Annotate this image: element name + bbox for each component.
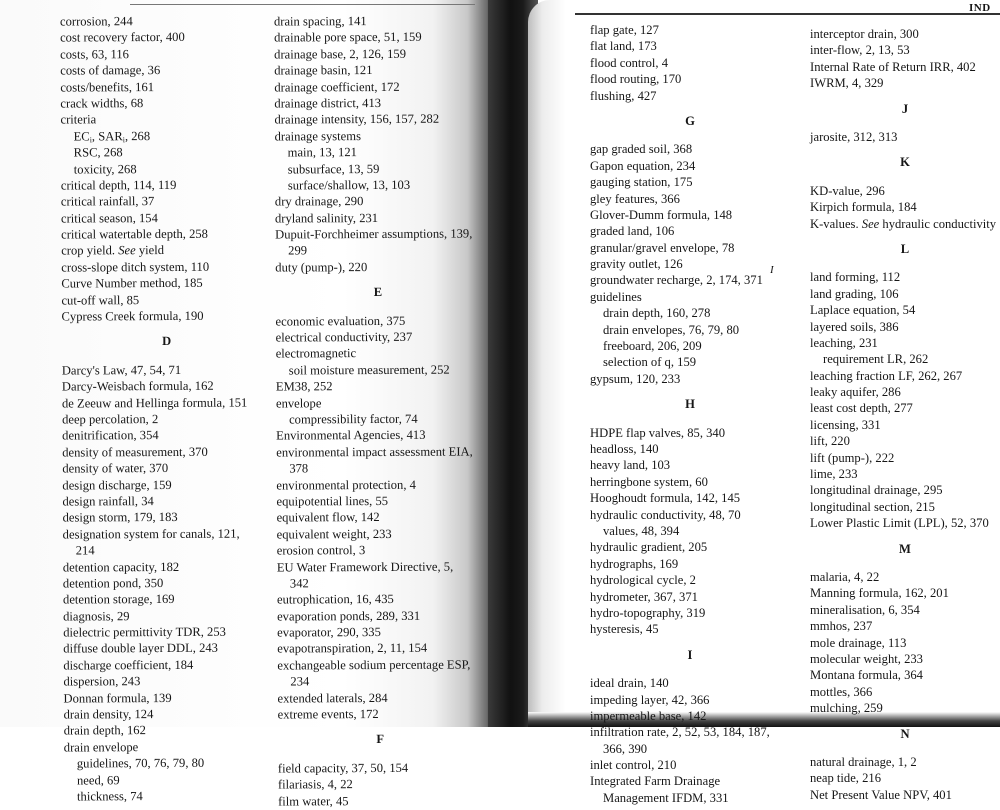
index-entry: natural drainage, 1, 2 [810, 754, 917, 769]
index-entry: impermeable base, 142 [590, 708, 707, 723]
section-letter: N [900, 726, 910, 741]
index-entry: flat land, 173 [590, 39, 657, 54]
index-entry: longitudinal drainage, 295 [810, 483, 943, 498]
index-entry: heavy land, 103 [590, 458, 671, 473]
index-entry: critical season, 154 [60, 210, 158, 226]
index-entry: mottles, 366 [810, 684, 873, 699]
index-entry: EU Water Framework Directive, 5, [276, 559, 454, 575]
index-entry: drain envelope [63, 739, 139, 755]
index-entry: extended laterals, 284 [277, 690, 388, 706]
index-subentry: requirement LR, 262 [823, 352, 929, 367]
index-entry: Environmental Agencies, 413 [276, 428, 426, 443]
index-entry: evapotranspiration, 2, 11, 154 [277, 641, 428, 657]
index-entry: infiltration rate, 2, 52, 53, 184, 187, [590, 725, 770, 740]
index-entry: least cost depth, 277 [810, 401, 913, 416]
section-letter: E [373, 285, 383, 300]
index-entry: gley features, 366 [590, 191, 680, 206]
index-entry: Kirpich formula, 184 [810, 200, 917, 215]
index-entry: licensing, 331 [810, 417, 881, 432]
index-entry: evaporation ponds, 289, 331 [277, 608, 421, 624]
index-entry: molecular weight, 233 [810, 651, 923, 666]
index-entry: Glover-Dumm formula, 148 [590, 207, 733, 222]
index-entry: evaporator, 290, 335 [277, 625, 381, 640]
index-entry: neap tide, 216 [810, 771, 881, 786]
entry-text-segment: i [89, 135, 92, 145]
index-entry: critical rainfall, 37 [60, 194, 155, 209]
index-entry: gap graded soil, 368 [590, 142, 693, 157]
index-entry: flushing, 427 [590, 88, 657, 103]
entry-text-segment: EC [73, 129, 90, 144]
index-entry: drainage base, 2, 126, 159 [274, 46, 407, 62]
index-entry: cross-slope ditch system, 110 [61, 259, 210, 275]
index-entry: Montana formula, 364 [810, 668, 923, 683]
index-entry: mineralisation, 6, 354 [810, 602, 920, 617]
index-entry-continuation: Management IFDM, 331 [603, 790, 729, 805]
index-entry: lime, 233 [810, 467, 858, 482]
index-entry: Darcy-Weisbach formula, 162 [61, 378, 214, 394]
index-entry [61, 242, 271, 259]
index-entry: costs of damage, 36 [60, 63, 161, 78]
index-entry: malaria, 4, 22 [810, 570, 880, 584]
index-entry: drainable pore space, 51, 159 [274, 30, 422, 45]
index-entry: erosion control, 3 [276, 543, 366, 558]
entry-text-segment: , 268 [124, 128, 151, 143]
index-entry: Internal Rate of Return IRR, 402 [810, 59, 976, 74]
entry-text-segment: i [122, 134, 125, 144]
index-column-4 [810, 26, 1000, 803]
index-entry: drainage intensity, 156, 157, 282 [274, 112, 440, 127]
index-entry: cost recovery factor, 400 [60, 30, 185, 45]
index-entry: jarosite, 312, 313 [810, 129, 898, 144]
index-entry: gauging station, 175 [590, 175, 693, 190]
index-entry: filariasis, 4, 22 [277, 777, 353, 792]
index-entry: drainage basin, 121 [274, 63, 373, 78]
index-entry: drain spacing, 141 [273, 14, 367, 29]
index-entry: inter-flow, 2, 13, 53 [810, 43, 910, 58]
index-subentry: thickness, 74 [76, 789, 143, 804]
index-entry: detention capacity, 182 [62, 559, 180, 575]
index-entry: land forming, 112 [810, 270, 901, 285]
index-entry: flood control, 4 [590, 55, 668, 70]
index-entry: inlet control, 210 [590, 758, 677, 773]
index-entry: denitrification, 354 [62, 428, 159, 443]
index-entry: Manning formula, 162, 201 [810, 586, 949, 601]
index-entry: hysteresis, 45 [590, 622, 659, 637]
section-letter: K [900, 155, 910, 170]
index-entry: HDPE flap valves, 85, 340 [590, 425, 726, 440]
running-head: IND [969, 2, 991, 14]
index-entry: costs, 63, 116 [60, 46, 129, 62]
index-entry: density of measurement, 370 [62, 444, 208, 460]
index-entry: lift, 220 [810, 434, 850, 449]
index-entry: detention pond, 350 [62, 575, 164, 591]
index-entry: eutrophication, 16, 435 [276, 592, 394, 607]
index-subentry: subsurface, 13, 59 [287, 161, 380, 176]
index-entry: detention storage, 169 [62, 592, 175, 607]
index-entry: designation system for canals, 121, [62, 526, 240, 542]
index-entry: drain density, 124 [63, 707, 154, 722]
index-entry: crack widths, 68 [60, 96, 144, 111]
index-entry: ideal drain, 140 [590, 676, 669, 691]
section-letter: I [687, 647, 693, 662]
index-entry: hydrological cycle, 2 [590, 573, 696, 588]
index-entry: interceptor drain, 300 [810, 27, 919, 41]
entry-text-segment: See [118, 243, 136, 258]
index-entry: Curve Number method, 185 [61, 276, 203, 291]
index-entry: environmental impact assessment EIA, [276, 444, 473, 460]
index-entry: Lower Plastic Limit (LPL), 52, 370 [810, 516, 989, 531]
index-entry: costs/benefits, 161 [60, 79, 155, 95]
index-entry: KD-value, 296 [810, 183, 885, 198]
index-entry: design discharge, 159 [62, 477, 172, 493]
index-subentry: freeboard, 206, 209 [603, 339, 702, 354]
index-entry: design rainfall, 34 [62, 494, 154, 509]
index-subentry: values, 48, 394 [603, 523, 680, 538]
index-entry: guidelines [590, 289, 642, 304]
index-entry-continuation: 342 [289, 576, 309, 591]
index-entry-continuation: 234 [290, 674, 310, 689]
index-column-2 [274, 12, 483, 809]
index-entry: mulching, 259 [810, 701, 883, 716]
index-entry: graded land, 106 [590, 224, 675, 239]
index-entry: corrosion, 244 [59, 14, 133, 29]
index-entry: hydrometer, 367, 371 [590, 589, 698, 604]
index-subentry [61, 127, 271, 144]
index-entry: diffuse double layer DDL, 243 [63, 641, 219, 657]
index-entry: drainage district, 413 [274, 95, 382, 111]
index-entry: drainage coefficient, 172 [274, 79, 400, 95]
index-entry: envelope [275, 395, 322, 411]
index-entry: cut-off wall, 85 [61, 292, 140, 308]
index-subentry: RSC, 268 [73, 145, 123, 160]
index-entry: Donnan formula, 139 [63, 690, 172, 706]
index-entry: Laplace equation, 54 [810, 303, 916, 318]
index-entry: leaching, 231 [810, 335, 878, 350]
index-subentry: drain envelopes, 76, 79, 80 [603, 322, 740, 337]
index-entry: IWRM, 4, 329 [810, 76, 884, 91]
index-entry: dielectric permittivity TDR, 253 [63, 624, 226, 640]
index-subentry: guidelines, 70, 76, 79, 80 [76, 756, 205, 771]
index-column-1 [60, 12, 274, 804]
index-entry: dispersion, 243 [63, 674, 141, 689]
index-subentry: selection of q, 159 [603, 355, 697, 370]
index-entry: equivalent weight, 233 [276, 526, 392, 542]
index-entry: electrical conductivity, 237 [275, 329, 413, 345]
index-entry: deep percolation, 2 [62, 412, 159, 427]
entry-text-segment: K-values. [810, 216, 862, 231]
index-entry: Cypress Creek formula, 190 [61, 308, 204, 324]
index-entry: longitudinal section, 215 [810, 499, 935, 514]
entry-text-segment: yield [135, 243, 165, 258]
index-entry: critical depth, 114, 119 [60, 177, 177, 193]
index-entry: drain depth, 162 [63, 723, 146, 738]
section-letter: J [901, 101, 909, 116]
index-entry-continuation: 299 [288, 243, 308, 258]
index-entry: hydraulic conductivity, 48, 70 [590, 507, 741, 522]
index-subentry: compressibility factor, 74 [289, 411, 418, 427]
index-entry: duty (pump-), 220 [275, 259, 368, 275]
entry-text-segment: hydraulic conductivity [879, 216, 997, 231]
index-entry: extreme events, 172 [277, 707, 379, 722]
index-entry: dry drainage, 290 [274, 194, 364, 209]
stray-mark: I [770, 264, 774, 276]
index-entry: flood routing, 170 [590, 72, 682, 87]
index-entry: leaching fraction LF, 262, 267 [810, 368, 963, 383]
index-entry: layered soils, 386 [810, 319, 899, 334]
index-entry: lift (pump-), 222 [810, 450, 895, 465]
header-rule-left [130, 4, 475, 5]
index-subentry: surface/shallow, 13, 103 [287, 177, 411, 193]
index-subentry: main, 13, 121 [287, 145, 357, 160]
index-entry: gravity outlet, 126 [590, 257, 683, 272]
index-entry: hydrographs, 169 [590, 556, 679, 571]
entry-text-segment: crop yield. [61, 243, 119, 259]
index-entry: hydraulic gradient, 205 [590, 540, 708, 555]
index-entry: field capacity, 37, 50, 154 [277, 760, 409, 776]
index-entry-continuation: 366, 390 [603, 741, 648, 756]
index-entry: electromagnetic [275, 346, 357, 361]
section-letter: M [899, 541, 911, 556]
section-letter: H [685, 397, 695, 412]
index-entry: de Zeeuw and Hellinga formula, 151 [61, 395, 248, 411]
index-entry: impeding layer, 42, 366 [590, 692, 710, 707]
index-entry: discharge coefficient, 184 [63, 657, 194, 673]
section-letter: L [900, 241, 910, 256]
index-entry: Gapon equation, 234 [590, 158, 696, 173]
index-entry: Dupuit-Forchheimer assumptions, 139, [275, 226, 473, 242]
index-entry: Net Present Value NPV, 401 [810, 787, 952, 802]
index-entry: herringbone system, 60 [590, 474, 708, 489]
index-entry: economic evaluation, 375 [275, 313, 406, 329]
index-entry: environmental protection, 4 [276, 477, 416, 493]
section-letter: F [376, 732, 385, 747]
index-entry: density of water, 370 [62, 461, 169, 476]
index-entry: design storm, 179, 183 [62, 510, 178, 525]
index-entry-continuation: 378 [289, 461, 309, 476]
index-entry: Darcy's Law, 47, 54, 71 [61, 362, 182, 378]
index-entry: equipotential lines, 55 [276, 493, 389, 509]
index-entry: dryland salinity, 231 [274, 210, 379, 226]
index-entry: granular/gravel envelope, 78 [590, 240, 735, 255]
index-entry: exchangeable sodium percentage ESP, [277, 657, 471, 673]
index-entry [810, 216, 1000, 232]
index-entry: criteria [60, 112, 97, 127]
section-letter: D [162, 334, 172, 349]
index-column-3 [590, 22, 790, 806]
index-entry: headloss, 140 [590, 442, 659, 457]
index-entry: land grading, 106 [810, 286, 899, 301]
index-entry: leaky aquifer, 286 [810, 385, 901, 400]
section-letter: G [685, 113, 695, 128]
index-entry: equivalent flow, 142 [276, 510, 380, 525]
index-entry: mole drainage, 113 [810, 635, 907, 650]
index-entry: gypsum, 120, 233 [590, 371, 681, 386]
index-entry: hydro-topography, 319 [590, 605, 706, 620]
index-entry: diagnosis, 29 [63, 608, 130, 624]
index-subentry: toxicity, 268 [73, 161, 137, 177]
index-subentry: need, 69 [76, 772, 120, 788]
index-subentry: soil moisture measurement, 252 [288, 362, 450, 378]
index-entry: Integrated Farm Drainage [590, 774, 721, 789]
index-entry: EM38, 252 [275, 379, 333, 394]
index-entry: drainage systems [274, 128, 361, 144]
index-entry: critical watertable depth, 258 [61, 226, 208, 242]
index-entry: flap gate, 127 [590, 23, 659, 37]
entry-text-segment: See [861, 216, 880, 231]
index-entry-continuation: 214 [75, 543, 95, 558]
index-entry: Hooghoudt formula, 142, 145 [590, 491, 741, 506]
index-entry: film water, 45 [278, 793, 349, 809]
entry-text-segment: , SAR [91, 128, 123, 144]
header-rule-right [575, 13, 1000, 15]
index-entry: mmhos, 237 [810, 619, 873, 634]
index-entry: groundwater recharge, 2, 174, 371 [590, 273, 763, 288]
index-subentry: drain depth, 160, 278 [603, 306, 711, 321]
